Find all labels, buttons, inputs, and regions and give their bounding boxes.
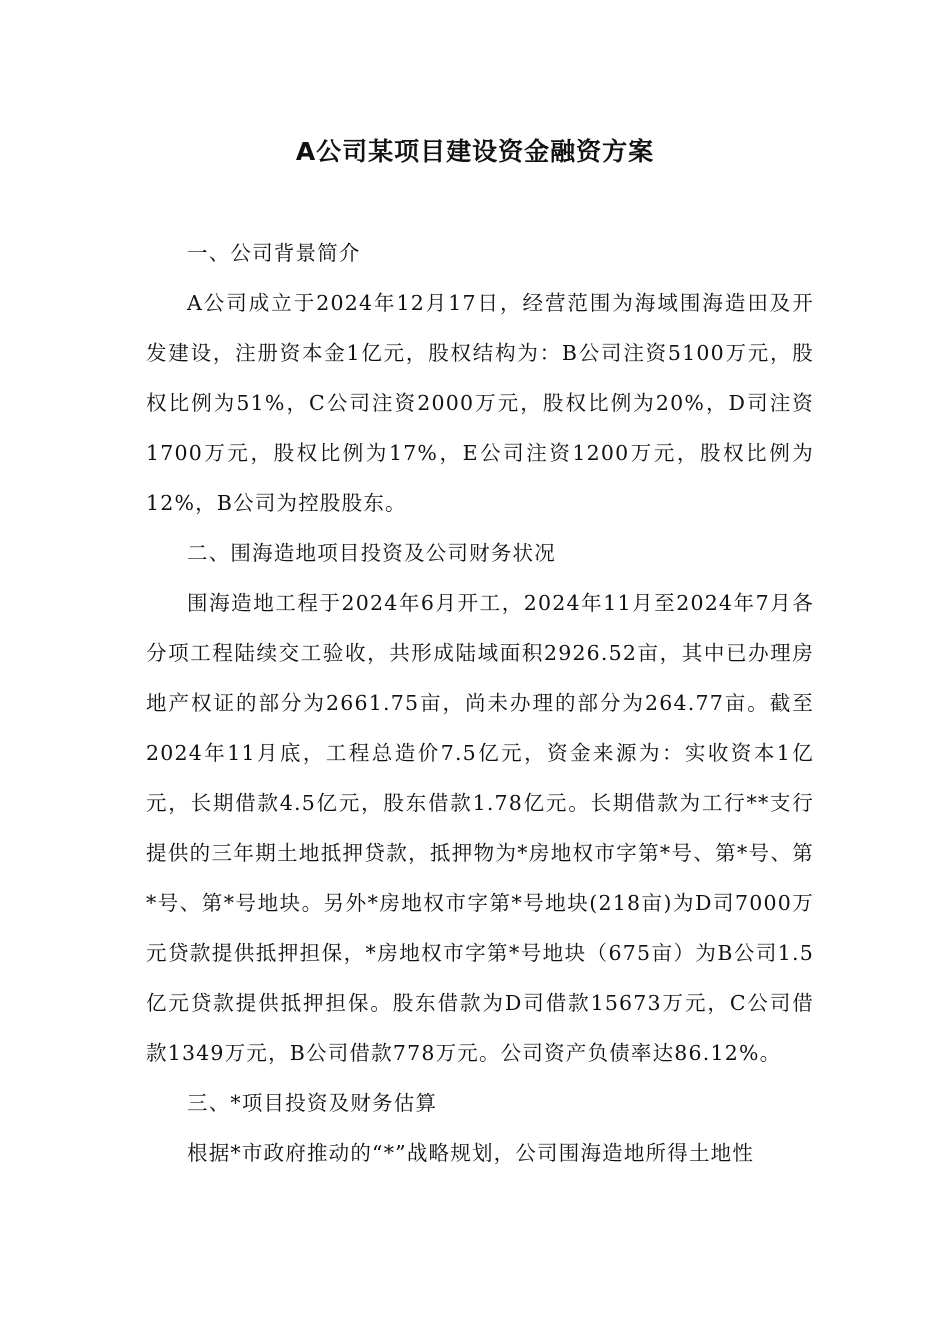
heading-company-background: 一、公司背景简介	[187, 241, 361, 265]
heading-investment-financial-status: 二、围海造地项目投资及公司财务状况	[187, 541, 556, 565]
paragraph-investment-financial-status: 围海造地工程于2024年6月开工，2024年11月至2024年7月各分项工程陆续交工验收，共形成陆域面积2926.52亩，其中已办理房地产权证的部分为2661.75亩，尚未办理的部分为264.77亩。截至2024年11月底，工程总造价7.5亿元，资金来源为：实收资本1亿元，长期借款4.5亿元，股东借款1.78亿元。长期借款为工行**支行提供的三年期土地抵押贷款，抵押物为*房地权市字第*号、第*号、第*号、第*号地块。另外*房地权市字第*号地块(218亩)为D司7000万元贷款提供抵押担保，*房地权市字第*号地块（675亩）为B公司1.5亿元贷款提供抵押担保。股东借款为D司借款15673万元，C公司借款1349万元，B公司借款778万元。公司资产负债率达86.12%。	[146, 591, 814, 1065]
document-body	[146, 228, 814, 1178]
heading-project-estimate: 三、*项目投资及财务估算	[187, 1091, 438, 1115]
document-title: A公司某项目建设资金融资方案	[295, 137, 655, 166]
paragraph-company-background: A公司成立于2024年12月17日，经营范围为海域围海造田及开发建设，注册资本金1亿元，股权结构为：B公司注资5100万元，股权比例为51%，C公司注资2000万元，股权比例为20%，D司注资1700万元，股权比例为17%，E公司注资1200万元，股权比例为12%，B公司为控股股东。	[146, 291, 814, 515]
paragraph-project-estimate: 根据*市政府推动的“*”战略规划，公司围海造地所得土地性	[187, 1141, 755, 1165]
